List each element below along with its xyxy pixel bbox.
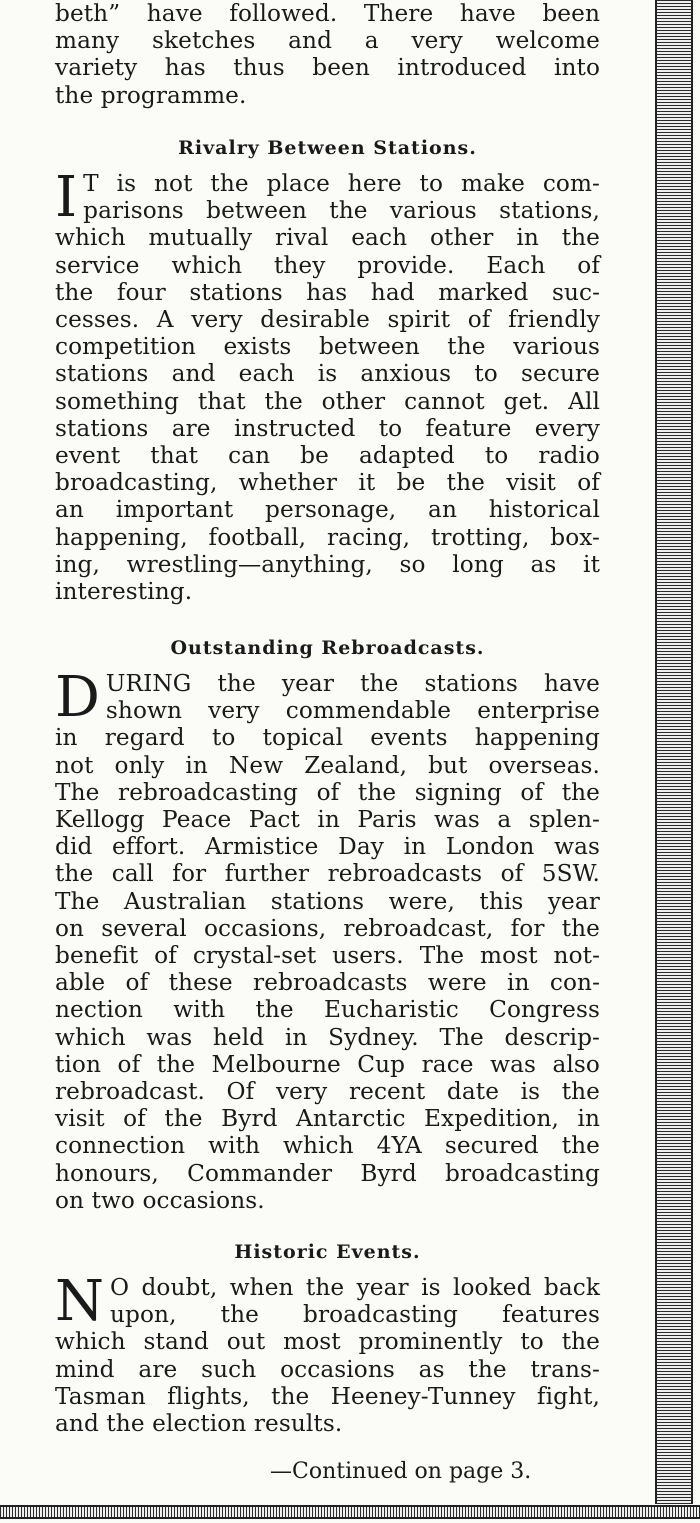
- text-line: did effort. Armistice Day in London was: [55, 833, 600, 861]
- bottom-border-rule: [0, 1505, 700, 1519]
- text-line: stations and each is anxious to secure: [55, 360, 600, 388]
- right-border-rule: [655, 0, 693, 1504]
- text-line: in regard to topical events happening: [55, 724, 600, 752]
- text-line: The rebroadcasting of the signing of the: [55, 778, 600, 806]
- text-line: not only in New Zealand, but overseas.: [55, 751, 600, 779]
- text-line: the call for further rebroadcasts of 5SW.: [55, 860, 600, 888]
- text-line: an important personage, an historical: [55, 496, 600, 524]
- text-line: variety has thus been introduced into: [55, 54, 600, 82]
- drop-cap: N: [55, 1269, 104, 1334]
- text-line: connection with which 4YA secured the: [55, 1132, 600, 1160]
- section-rivalry: [55, 136, 600, 605]
- text-line: able of these rebroadcasts were in con-: [55, 969, 600, 997]
- text-line: ing, wrestling—anything, so long as it: [55, 550, 600, 578]
- text-line: which was held in Sydney. The descrip-: [55, 1023, 600, 1051]
- drop-cap: D: [55, 665, 100, 730]
- text-line: Kellogg Peace Pact in Paris was a splen-: [55, 806, 600, 834]
- section-body: [55, 1269, 600, 1438]
- text-line: shown very commendable enterprise: [105, 697, 600, 725]
- section-heading: Rivalry Between Stations.: [178, 137, 477, 159]
- text-line: interesting.: [55, 578, 193, 606]
- text-line: the programme.: [55, 81, 247, 109]
- text-line: honours, Commander Byrd broadcasting: [55, 1159, 600, 1187]
- text-line: and the election results.: [55, 1410, 343, 1438]
- text-line: nection with the Eucharistic Congress: [55, 996, 600, 1024]
- text-line: rebroadcast. Of very recent date is the: [55, 1078, 600, 1106]
- section-heading: Historic Events.: [234, 1241, 421, 1263]
- text-line: competition exists between the various: [55, 333, 600, 361]
- text-line: mind are such occasions as the trans-: [55, 1355, 600, 1383]
- text-line: O doubt, when the year is looked back: [110, 1274, 600, 1301]
- text-line: on two occasions.: [55, 1186, 265, 1214]
- text-line: event that can be adapted to radio: [55, 442, 600, 470]
- drop-cap: I: [55, 165, 78, 230]
- text-line: visit of the Byrd Antarctic Expedition, in: [55, 1105, 600, 1133]
- text-line: parisons between the various stations,: [83, 197, 600, 225]
- text-line: tion of the Melbourne Cup race was also: [55, 1050, 600, 1078]
- text-line: which stand out most prominently to the: [55, 1328, 600, 1356]
- section-body: [55, 665, 600, 1214]
- text-line: Tasman flights, the Heeney-Tunney fight,: [55, 1382, 600, 1410]
- section-rebroadcasts: [55, 636, 600, 1214]
- section-body: [55, 165, 600, 606]
- text-line: many sketches and a very welcome: [55, 27, 600, 55]
- text-line: URING the year the stations have: [105, 670, 600, 697]
- text-line: cesses. A very desirable spirit of friendly: [55, 306, 600, 334]
- text-line: which mutually rival each other in the: [55, 224, 600, 252]
- text-line: on several occasions, rebroadcast, for the: [55, 914, 600, 942]
- text-line: broadcasting, whether it be the visit of: [55, 469, 600, 497]
- text-line: T is not the place here to make com-: [83, 170, 600, 197]
- text-line: stations are instructed to feature every: [55, 414, 600, 442]
- text-line: The Australian stations were, this year: [55, 887, 600, 915]
- text-line: benefit of crystal-set users. The most not-: [55, 942, 600, 970]
- text-line: service which they provide. Each of: [55, 251, 600, 279]
- text-line: happening, football, racing, trotting, box-: [55, 523, 600, 551]
- text-line: the four stations has had marked suc-: [55, 278, 600, 306]
- intro-paragraph: [55, 0, 600, 109]
- text-line: upon, the broadcasting features: [110, 1301, 600, 1329]
- text-line: beth” have followed. There have been: [55, 0, 600, 27]
- text-line: something that the other cannot get. All: [55, 387, 600, 415]
- continued-note: —Continued on page 3.: [270, 1459, 532, 1484]
- section-historic: [55, 1240, 600, 1437]
- section-heading: Outstanding Rebroadcasts.: [170, 637, 485, 659]
